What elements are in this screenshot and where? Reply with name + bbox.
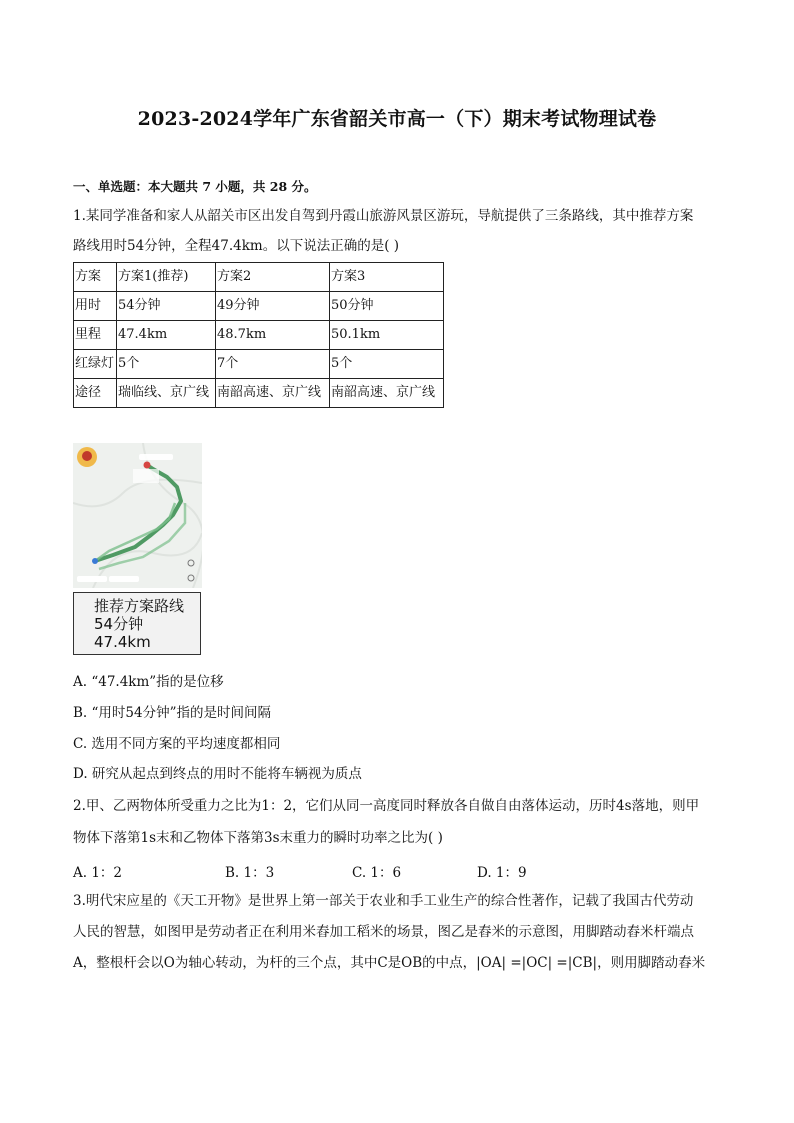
destination-pin-icon: [144, 462, 151, 469]
table-cell: 54分钟: [117, 292, 216, 321]
table-cell: 50.1km: [330, 321, 444, 350]
table-cell: 里程: [74, 321, 117, 350]
table-row: [74, 379, 444, 408]
q2-option-d: D. 1：9: [477, 865, 527, 881]
q2-option-c: C. 1：6: [352, 865, 402, 881]
table-cell: 5个: [330, 350, 444, 379]
table-cell: 49分钟: [216, 292, 330, 321]
table-cell: 方案1(推荐): [117, 263, 216, 292]
table-cell: 7个: [216, 350, 330, 379]
table-cell: 47.4km: [117, 321, 216, 350]
q2-stem-line1: 2.甲、乙两物体所受重力之比为1：2，它们从同一高度同时释放各自做自由落体运动，历时4s落地，则甲: [73, 798, 700, 814]
q1-option-b: B. “用时54分钟”指的是时间间隔: [73, 705, 271, 721]
table-cell: 红绿灯: [74, 350, 117, 379]
map-illustration: [73, 443, 202, 588]
origin-pin-icon: [92, 558, 98, 564]
q2-stem-line2: 物体下落第1s末和乙物体下落第3s末重力的瞬时功率之比为( ): [73, 830, 443, 846]
table-cell: 瑞临线、京广线: [117, 379, 216, 408]
table-row: [74, 292, 444, 321]
table-cell: 50分钟: [330, 292, 444, 321]
section-heading: 一、单选题：本大题共 7 小题，共 28 分。: [73, 179, 317, 194]
table-cell: 方案2: [216, 263, 330, 292]
q3-stem-line3: A，整根杆会以O为轴心转动，为杆的三个点，其中C是OB的中点，|OA| =|OC| =|CB|，则用脚踏动舂米: [73, 955, 706, 971]
q1-option-c: C. 选用不同方案的平均速度都相同: [73, 736, 281, 752]
navigation-map-image: [73, 443, 202, 588]
q2-option-a: A. 1：2: [73, 865, 123, 881]
table-cell: 5个: [117, 350, 216, 379]
table-cell: 48.7km: [216, 321, 330, 350]
q1-option-a: A. “47.4km”指的是位移: [73, 674, 224, 690]
recommended-route-card: [73, 592, 201, 655]
q3-stem-line1: 3.明代宋应星的《天工开物》是世界上第一部关于农业和手工业生产的综合性著作，记载了我国古代劳动: [73, 893, 694, 909]
route-comparison-table: [73, 262, 444, 408]
table-cell: 途径: [74, 379, 117, 408]
q1-stem-line2: 路线用时54分钟，全程47.4km。以下说法正确的是( ): [73, 238, 400, 254]
table-cell: 方案: [74, 263, 117, 292]
q2-option-b: B. 1：3: [225, 865, 275, 881]
table-cell: 方案3: [330, 263, 444, 292]
table-cell: 用时: [74, 292, 117, 321]
table-cell: 南韶高速、京广线: [330, 379, 444, 408]
q3-stem-line2: 人民的智慧，如图甲是劳动者正在利用米舂加工稻米的场景，图乙是舂米的示意图，用脚踏动舂米杆端点: [73, 924, 694, 940]
q1-stem-line1: 1.某同学准备和家人从韶关市区出发自驾到丹霞山旅游风景区游玩，导航提供了三条路线，其中推荐方案: [73, 208, 694, 224]
table-cell: 南韶高速、京广线: [216, 379, 330, 408]
table-row: [74, 321, 444, 350]
route-card-distance: 47.4km: [94, 633, 151, 651]
route-card-title: 推荐方案路线: [94, 597, 185, 615]
page-title: 2023-2024学年广东省韶关市高一（下）期末考试物理试卷: [137, 108, 657, 130]
q1-option-d: D. 研究从起点到终点的用时不能将车辆视为质点: [73, 766, 362, 782]
route-card-time: 54分钟: [94, 615, 144, 633]
table-row: [74, 263, 444, 292]
table-row: [74, 350, 444, 379]
